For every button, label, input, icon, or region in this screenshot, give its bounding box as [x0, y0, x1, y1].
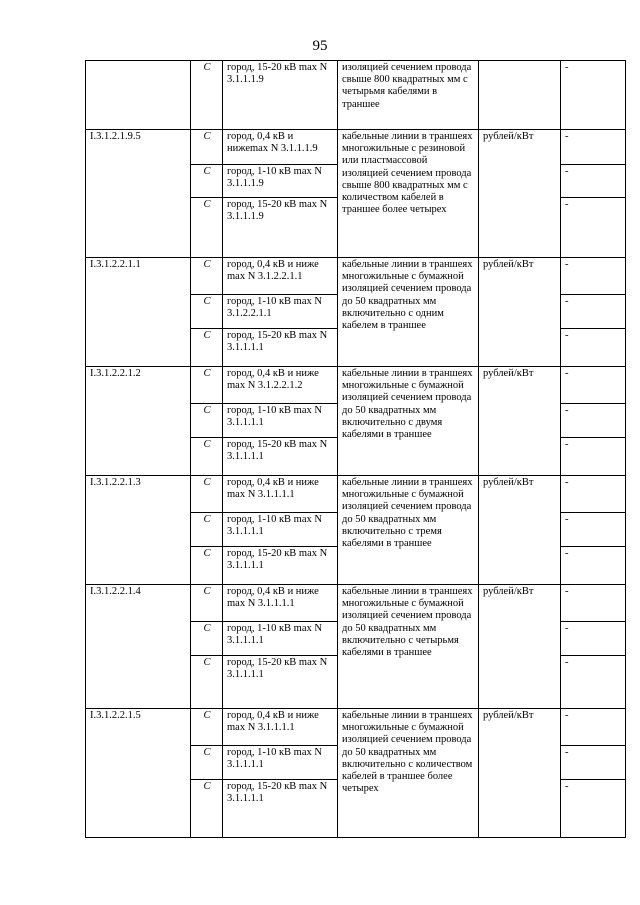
item-code-cell: I.3.1.2.1.9.5 [86, 130, 191, 258]
category-cell: C [191, 404, 223, 438]
value-cell: - [561, 547, 626, 585]
voltage-level-cell: город, 15-20 кВ max N 3.1.1.1.1 [223, 780, 338, 838]
voltage-level-cell: город, 0,4 кВ и ниже max N 3.1.2.2.1.2 [223, 367, 338, 404]
table-row [86, 61, 626, 130]
value-cell: - [561, 656, 626, 709]
voltage-level-cell: город, 0,4 кВ и ниже max N 3.1.1.1.1 [223, 585, 338, 622]
voltage-level-cell: город, 1-10 кВ max N 3.1.1.1.1 [223, 622, 338, 656]
page-number: 95 [312, 38, 328, 54]
rates-table [85, 60, 626, 838]
item-code-cell [86, 61, 191, 130]
voltage-level-cell: город, 0,4 кВ и ниже max N 3.1.2.2.1.1 [223, 258, 338, 295]
category-cell: C [191, 329, 223, 367]
voltage-level-cell: город, 1-10 кВ max N 3.1.1.1.1 [223, 746, 338, 780]
value-cell: - [561, 165, 626, 198]
item-code-cell: I.3.1.2.2.1.3 [86, 476, 191, 585]
category-cell: C [191, 746, 223, 780]
voltage-level-cell: город, 15-20 кВ max N 3.1.1.1.9 [223, 61, 338, 130]
voltage-level-cell: город, 15-20 кВ max N 3.1.1.1.9 [223, 198, 338, 258]
item-code-cell: I.3.1.2.2.1.2 [86, 367, 191, 476]
category-cell: C [191, 585, 223, 622]
unit-cell: рублей/кВт [479, 130, 561, 258]
table-row [86, 585, 626, 622]
value-cell: - [561, 513, 626, 547]
unit-cell: рублей/кВт [479, 585, 561, 709]
table-row [86, 476, 626, 513]
category-cell: C [191, 780, 223, 838]
category-cell: C [191, 476, 223, 513]
line-description-cell: изоляцией сечением провода свыше 800 квадратных мм с четырьмя кабелями в траншее [338, 61, 479, 130]
category-cell: C [191, 438, 223, 476]
rates-table-body [86, 61, 626, 838]
unit-cell: рублей/кВт [479, 367, 561, 476]
value-cell: - [561, 295, 626, 329]
item-code-cell: I.3.1.2.2.1.5 [86, 709, 191, 838]
category-cell: C [191, 198, 223, 258]
voltage-level-cell: город, 15-20 кВ max N 3.1.1.1.1 [223, 438, 338, 476]
table-row [86, 709, 626, 746]
value-cell: - [561, 438, 626, 476]
value-cell: - [561, 130, 626, 165]
line-description-cell: кабельные линии в траншеях многожильные с бумажной изоляцией сечением провода до 50 квадратных мм включительно с двумя кабелями в траншее [338, 367, 479, 476]
line-description-cell: кабельные линии в траншеях многожильные с бумажной изоляцией сечением провода до 50 квадратных мм включительно с одним кабелем в траншее [338, 258, 479, 367]
unit-cell [479, 61, 561, 130]
value-cell: - [561, 329, 626, 367]
item-code-cell: I.3.1.2.2.1.1 [86, 258, 191, 367]
category-cell: C [191, 367, 223, 404]
voltage-level-cell: город, 15-20 кВ max N 3.1.1.1.1 [223, 656, 338, 709]
unit-cell: рублей/кВт [479, 258, 561, 367]
voltage-level-cell: город, 1-10 кВ max N 3.1.1.1.1 [223, 513, 338, 547]
category-cell: C [191, 258, 223, 295]
category-cell: C [191, 709, 223, 746]
voltage-level-cell: город, 0,4 кВ и ниже max N 3.1.1.1.1 [223, 709, 338, 746]
line-description-cell: кабельные линии в траншеях многожильные с бумажной изоляцией сечением провода до 50 квадратных мм включительно с тремя кабелями в траншее [338, 476, 479, 585]
unit-cell: рублей/кВт [479, 476, 561, 585]
voltage-level-cell: город, 1-10 кВ max N 3.1.2.2.1.1 [223, 295, 338, 329]
category-cell: C [191, 165, 223, 198]
value-cell: - [561, 61, 626, 130]
voltage-level-cell: город, 1-10 кВ max N 3.1.1.1.9 [223, 165, 338, 198]
value-cell: - [561, 258, 626, 295]
voltage-level-cell: город, 0,4 кВ и нижеmax N 3.1.1.1.9 [223, 130, 338, 165]
category-cell: C [191, 130, 223, 165]
category-cell: C [191, 656, 223, 709]
item-code-cell: I.3.1.2.2.1.4 [86, 585, 191, 709]
value-cell: - [561, 198, 626, 258]
value-cell: - [561, 585, 626, 622]
category-cell: C [191, 547, 223, 585]
unit-cell: рублей/кВт [479, 709, 561, 838]
value-cell: - [561, 367, 626, 404]
category-cell: C [191, 622, 223, 656]
voltage-level-cell: город, 15-20 кВ max N 3.1.1.1.1 [223, 329, 338, 367]
table-row [86, 367, 626, 404]
value-cell: - [561, 709, 626, 746]
voltage-level-cell: город, 0,4 кВ и ниже max N 3.1.1.1.1 [223, 476, 338, 513]
line-description-cell: кабельные линии в траншеях многожильные с резиновой или пластмассовой изоляцией сечением провода свыше 800 квадратных мм с количеством кабелей в траншее более четырех [338, 130, 479, 258]
line-description-cell: кабельные линии в траншеях многожильные с бумажной изоляцией сечением провода до 50 квадратных мм включительно с четырьмя кабелями в траншее [338, 585, 479, 709]
table-row [86, 258, 626, 295]
voltage-level-cell: город, 15-20 кВ max N 3.1.1.1.1 [223, 547, 338, 585]
value-cell: - [561, 404, 626, 438]
value-cell: - [561, 622, 626, 656]
value-cell: - [561, 476, 626, 513]
table-row [86, 130, 626, 165]
voltage-level-cell: город, 1-10 кВ max N 3.1.1.1.1 [223, 404, 338, 438]
value-cell: - [561, 780, 626, 838]
line-description-cell: кабельные линии в траншеях многожильные с бумажной изоляцией сечением провода до 50 квадратных мм включительно с количеством кабелей в траншее более четырех [338, 709, 479, 838]
category-cell: C [191, 513, 223, 547]
category-cell: C [191, 61, 223, 130]
category-cell: C [191, 295, 223, 329]
value-cell: - [561, 746, 626, 780]
